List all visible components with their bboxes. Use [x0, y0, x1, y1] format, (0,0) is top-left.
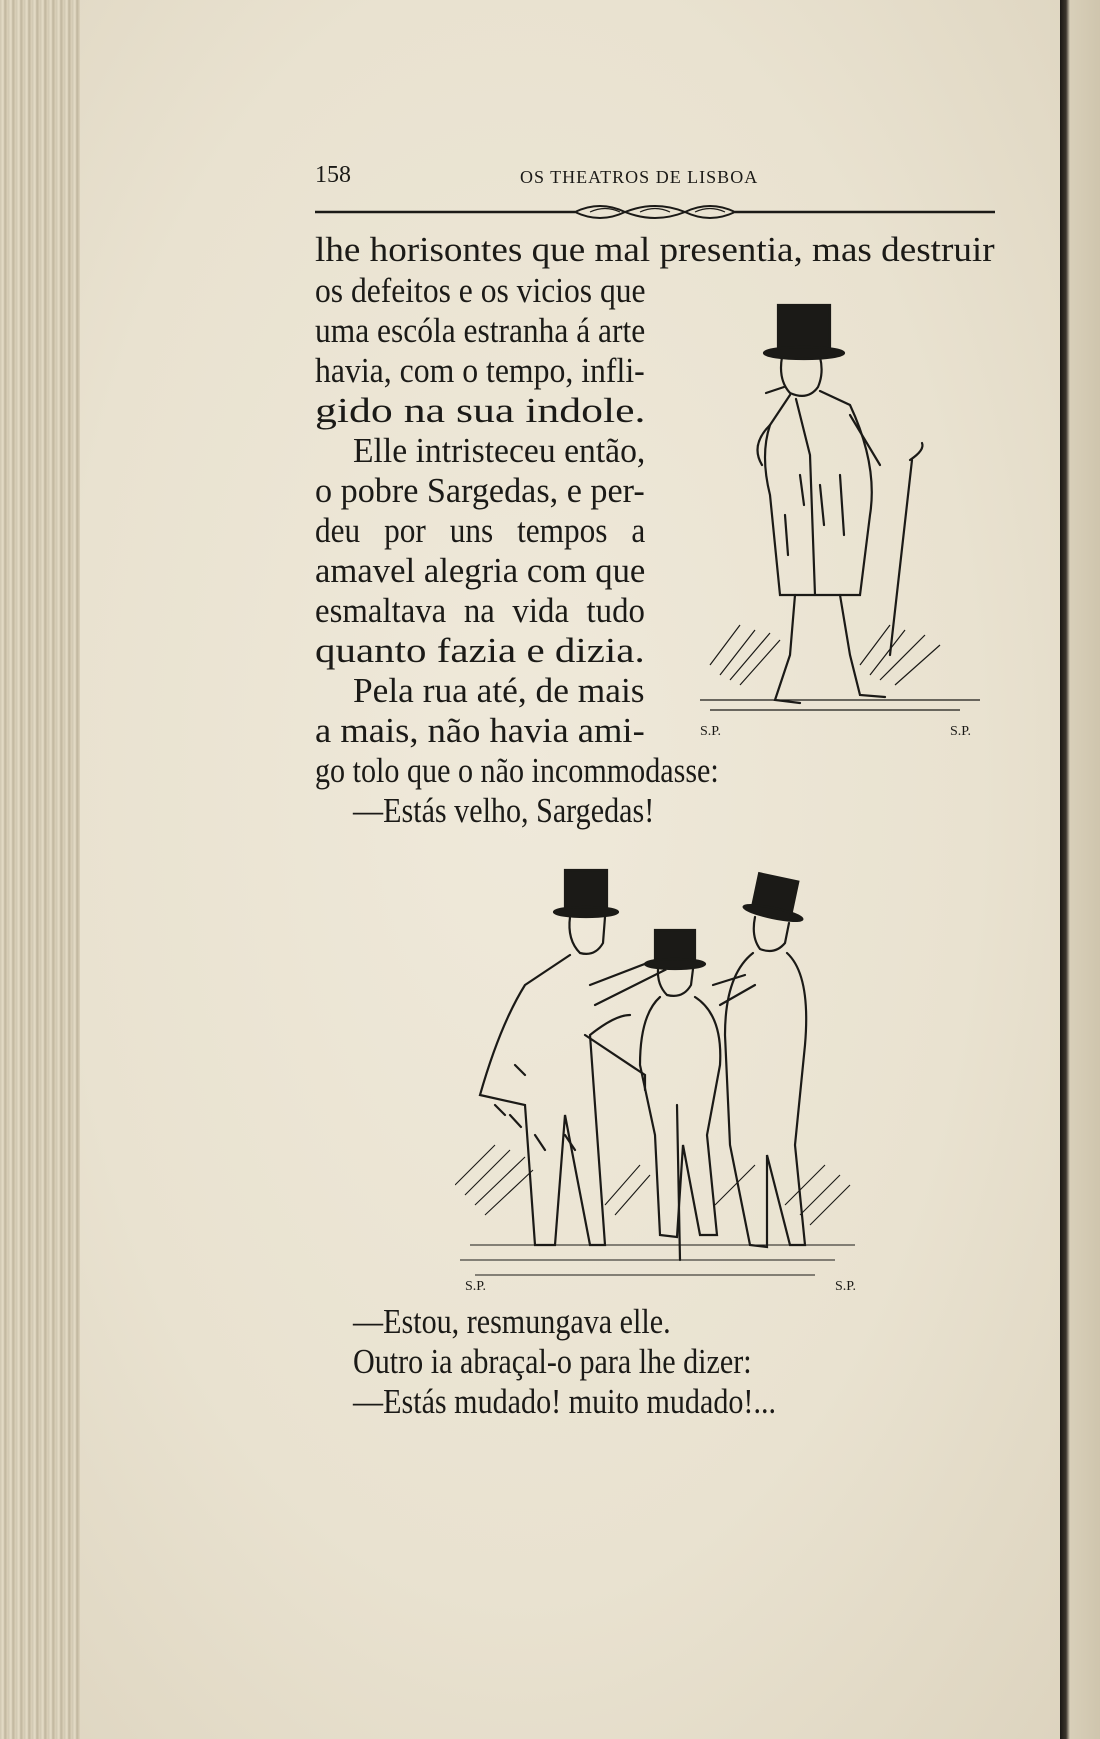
text-line: Elle intristeceu então,	[353, 431, 646, 470]
text-line: go tolo que o não incommodasse:	[315, 751, 719, 790]
dialogue-line: —Estás mudado! muito mudado!...	[353, 1382, 777, 1421]
text-line: a mais, não havia ami-	[315, 711, 645, 750]
page-header	[315, 162, 995, 192]
text-line: havia, com o tempo, infli-	[315, 351, 645, 390]
page-number: 158	[315, 162, 351, 188]
dialogue-line: —Estou, resmungava elle.	[353, 1302, 671, 1341]
text-line: esmaltava na vida tudo	[315, 591, 645, 630]
text-line: quanto fazia e dizia.	[315, 631, 645, 670]
illustration-gentleman-top-hat	[700, 295, 990, 745]
running-title: OS THEATROS DE LISBOA	[520, 167, 759, 187]
book-gutter-edge	[1060, 0, 1100, 1739]
text-line: Pela rua até, de mais	[353, 671, 645, 710]
text-line: uma escóla estranha á arte	[315, 311, 646, 350]
text-line: os defeitos e os vicios que	[315, 271, 646, 310]
text-line: deu por uns tempos a	[315, 511, 646, 550]
illustration-signature: S.P.	[465, 1279, 487, 1294]
ornamental-rule	[315, 200, 995, 224]
dialogue-line: —Estás velho, Sargedas!	[353, 791, 655, 830]
illustration-signature: S.P.	[835, 1279, 857, 1294]
text-line: o pobre Sargedas, e per-	[315, 471, 645, 510]
text-line: Outro ia abraçal-o para lhe dizer:	[353, 1342, 752, 1381]
text-line: lhe horisontes que mal presentia, mas destruir	[315, 230, 995, 269]
illustration-signature: S.P.	[700, 724, 722, 739]
text-line: amavel alegria com que	[315, 551, 646, 590]
illustration-signature: S.P.	[950, 724, 972, 739]
illustration-three-gentlemen	[455, 865, 875, 1295]
text-line: gido na sua indole.	[315, 391, 646, 430]
